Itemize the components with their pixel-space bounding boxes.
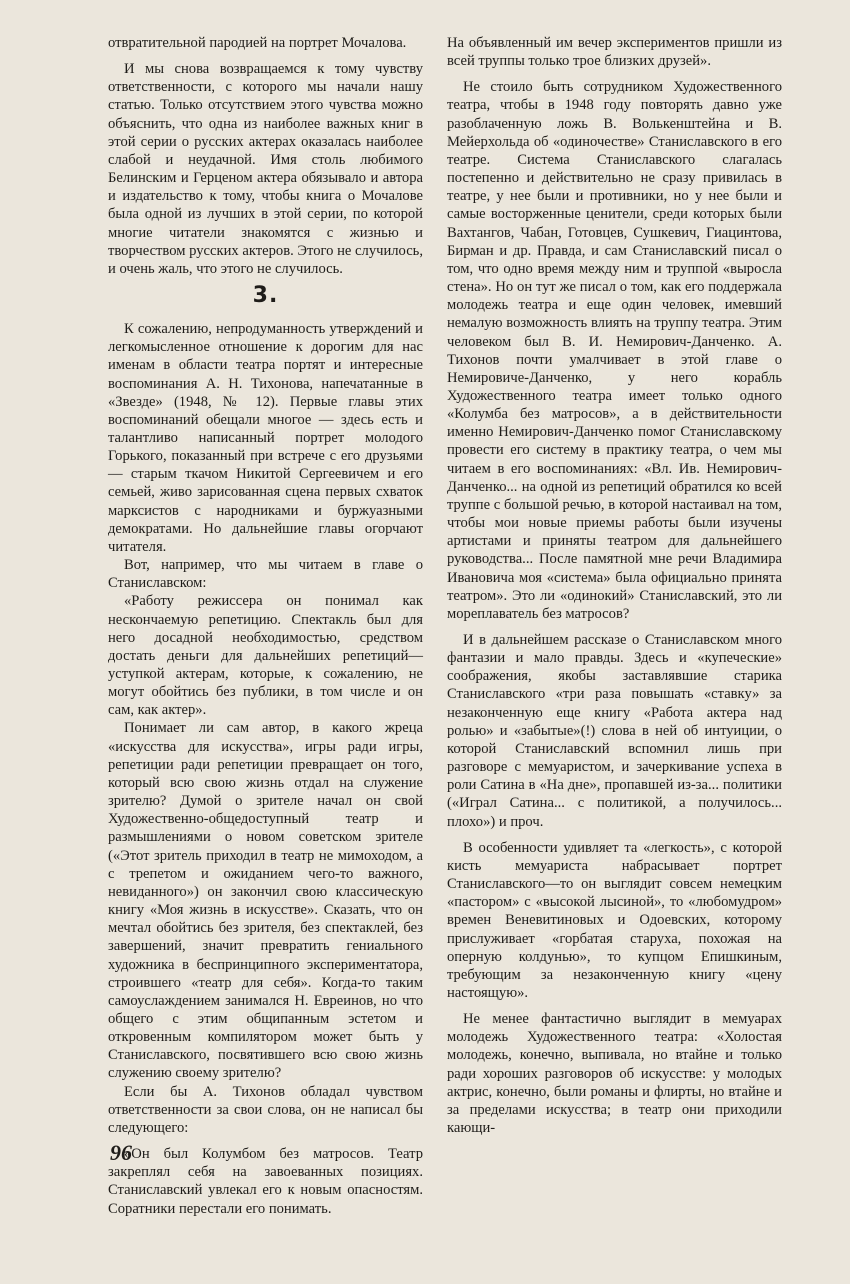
paragraph: И мы снова возвращаемся к тому чувству ответственности, с которого мы начали нашу статью. Только отсутствием этого чувства можно объяснить, что одна из наиболее важных книг в этой серии о русских актерах оказалась наиболее слабой и неудачной. Имя столь любимого Белинским и Герценом актера обязывало и автора и издательство к тому, чтобы книга о Мочалове была одной из лучших в этой серии, по которой многие читатели знакомятся с жизнью и творчеством русских актеров. Этого не случилось, и очень жаль, что этого не случилось. xyxy=(108,61,423,277)
left-column xyxy=(108,34,423,1218)
paragraph: Не стоило быть сотрудником Художественного театра, чтобы в 1948 году повторять давно уже разоблаченную ложь В. Волькенштейна и В. Мейерхольда об «одиночестве» Станиславского в его театре. Система Станиславского слагалась постепенно и действительно не сразу привилась в театре, у нее были и противники, но у нее были и самые восторженные ценители, среди которых были Вахтангов, Чабан, Готовцев, Сушкевич, Гиацинтова, Бирман и др. Правда, и сам Станиславский писал о том, что одно время между ним и труппой «выросла стена». Но он тут же писал о том, как его поддержала молодежь театра и еще один человек, имевший немалую возможность влиять на труппу театра. Этим человеком был В. И. Немирович-Данченко. А. Тихонов почти умалчивает в этой главе о Немировиче-Данченко, у него корабль Художественного театра имеет только одного «Колумба без матросов», а в действительности именно Немирович-Данченко помог Станиславскому провести его систему в практику театра, о чем мы читаем в его воспоминаниях: «Вл. Ив. Немирович-Данченко... на одной из репетиций обратился ко всей труппе с большой речью, в которой настаивал на том, чтобы мои новые приемы работы были изучены артистами и приняты театром для дальнейшего руководства... После памятной мне речи Владимира Ивановича моя «система» была официально принята театром». Это ли «одинокий» Станиславский, это ли мореплаватель без матросов? xyxy=(447,79,782,622)
paragraph: Вот, например, что мы читаем в главе о Станиславском: xyxy=(108,557,423,592)
page-number: 96 xyxy=(110,1140,132,1165)
paragraph: Если бы А. Тихонов обладал чувством ответственности за свои слова, он не написал бы следующего: xyxy=(108,1083,423,1136)
paragraph: Не менее фантастично выглядит в мемуарах молодежь Художественного театра: «Холостая молодежь, конечно, выпивала, но втайне и только ради хороших разговоров об искусстве: у молодых актрис, конечно, были романы и флирты, но втайне и за пределами искусства; в театр они приходили кающи- xyxy=(447,1011,782,1137)
paragraph: отвратительной пародией на портрет Мочалова. xyxy=(108,35,407,51)
right-column xyxy=(447,34,782,1137)
quote-paragraph: «Работу режиссера он понимал как нескончаемую репетицию. Спектакль был для него досадной необходимостью, средством достать деньги для дальнейших репетиций—уступкой актерам, которые, к сожалению, не могут обойтись без публики, в том числе и он сам, как актер». xyxy=(108,593,423,719)
section-number: 3. xyxy=(252,283,279,309)
paragraph: К сожалению, непродуманность утверждений и легкомысленное отношение к дорогим для нас именам в области театра портят и интересные воспоминания А. Н. Тихонова, напечатанные в «Звезде» (1948, № 12). Первые главы этих воспоминаний обещали многое — здесь есть и талантливо написанный портрет молодого Горького, показанный при встрече с его друзьями — старым ткачом Никитой Сергеевичем и его семьей, живо зарисованная сцена первых схваток марксистов с народниками и буржуазными демократами. Но дальнейшие главы огорчают читателя. xyxy=(108,321,423,555)
paragraph: На объявленный им вечер экспериментов пришли из всей труппы только трое близких друзей». xyxy=(447,35,782,70)
paragraph: И в дальнейшем рассказе о Станиславском много фантазии и мало правды. Здесь и «купеческие» соображения, якобы заставлявшие старика Станиславского «три раза повышать «ставку» за незаконченную еще книгу «Работа актера над ролью» и «забытые»(!) слова в ней об интуиции, о которой Станиславский вспомнил лишь при разговоре с мемуаристом, и зачеркивание успеха в роли Сатина в «На дне», пропавшей из-за... политики («Играл Сатина... с политикой, а получилось... плохо») и проч. xyxy=(447,632,782,830)
paragraph: В особенности удивляет та «легкость», с которой кисть мемуариста набрасывает портрет Станиславского—то он выглядит совсем немецким «пастором» с «высокой лысиной», то «любомудром» времен Веневитиновых и Одоевских, которому прислуживает «горбатая старуха, похожая на оперную колдунью», то купцом Епишкиным, требующим за незаконченную книгу «цену настоящую». xyxy=(447,839,782,1001)
paragraph: Понимает ли сам автор, в какого жреца «искусства для искусства», игры ради игры, репетиции ради репетиции превращает он того, который всю свою жизнь отдал на служение зрителю? Думой о зрителе начал он свой Художественно-общедоступный театр и размышлениями о новом советском зрителе («Этот зритель приходил в театр не мимоходом, а с трепетом и ожиданием чего-то важного, невиданного») он закончил свою классическую книгу «Моя жизнь в искусстве». Сказать, что он мечтал обойтись без зрителя, без спектаклей, без завершений, значит превратить гениального художника в беспринципного экспериментатора, строившего «театр для себя». Когда-то таким самоуслаждением занимался Н. Евреинов, но что общего с этим общипанным эстетом и откровенным компилятором может быть у Станиславского, посвятившего всю свою жизнь служению своему зрителю? xyxy=(108,720,423,1082)
quote-paragraph: «Он был Колумбом без матросов. Театр закреплял себя на завоеванных позициях. Станиславский увлекал его к новым опасностям. Соратники перестали его понимать. xyxy=(108,1146,423,1217)
